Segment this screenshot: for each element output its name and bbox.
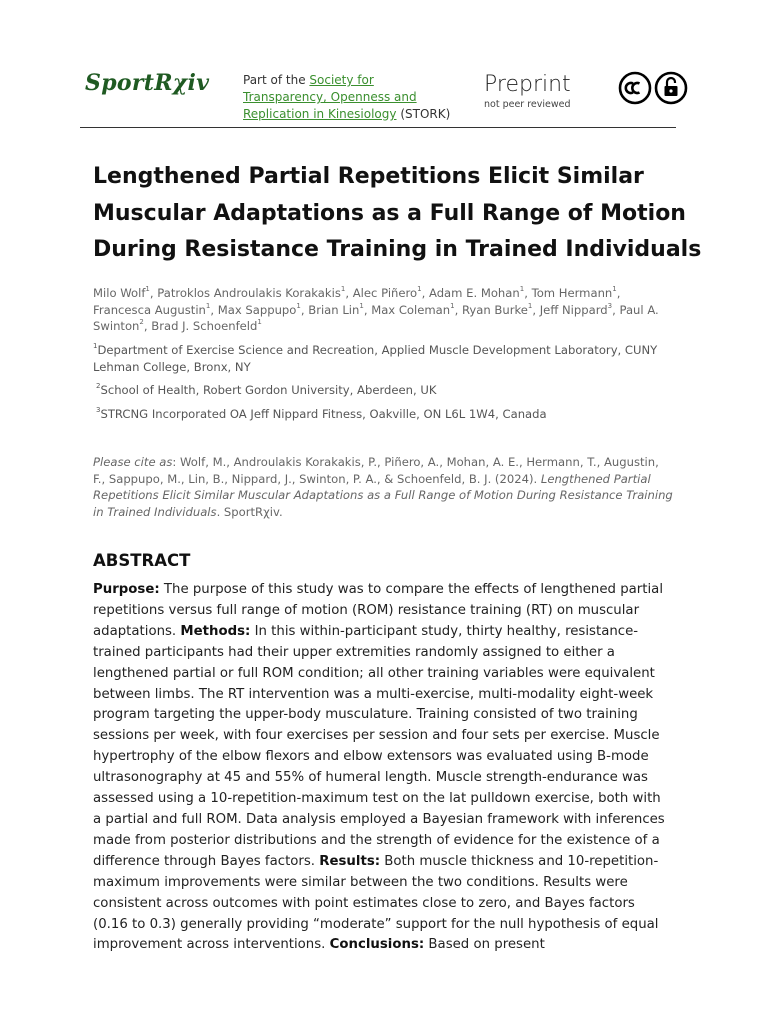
sportrxiv-logo: SportRχiv xyxy=(85,70,210,96)
page-header xyxy=(80,68,676,128)
author-affiliation-mark: 1 xyxy=(519,285,525,294)
author-name: Brian Lin xyxy=(308,302,360,317)
author-affiliation-mark: 1 xyxy=(417,285,422,294)
author-affiliation-mark: 1 xyxy=(205,301,211,310)
author-name: Max Sappupo xyxy=(217,302,297,317)
author-name: Milo Wolf xyxy=(93,286,146,300)
results-text: Both muscle thickness and 10-repetition-maximum improvements were similar between the two conditions. Results were consistent across outcomes with point estimates close to zero, and Bayes factors (0.16 to 0.3) generally providing “moderate” support for the null hypothesis of equal improvement across interventions. xyxy=(93,853,659,953)
citation-venue: . SportRχiv. xyxy=(216,504,283,519)
author-affiliation-mark: 1 xyxy=(296,301,301,310)
preprint-badge xyxy=(484,72,571,110)
license-badges xyxy=(618,71,688,105)
affiliation-3: $^3$STRCNG Incorporated OA Jeff Nippard Fitness, Oakville, ON L6L 1W4, Canada xyxy=(96,406,547,421)
author-affiliation-mark: 1 xyxy=(145,285,150,294)
conclusions-label: Conclusions: xyxy=(329,937,425,953)
preprint-label: Preprint xyxy=(484,72,571,97)
results-label: Results: xyxy=(319,853,381,869)
author-affiliation-mark: 1 xyxy=(612,285,617,294)
author-name: Adam E. Mohan xyxy=(428,286,520,300)
methods-label: Methods: xyxy=(180,623,251,639)
citation-block xyxy=(93,454,673,520)
abstract-heading: ABSTRACT xyxy=(93,551,191,570)
preprint-sublabel: not peer reviewed xyxy=(484,99,571,110)
purpose-text: The purpose of this study was to compare the effects of lengthened partial repetitions versus full range of motion (ROM) resistance training (RT) on muscular adaptations. xyxy=(93,582,664,639)
open-access-icon[interactable] xyxy=(654,71,688,105)
affiliation-1: $^1$Department of Exercise Science and Recreation, Applied Muscle Development Laboratory, CUNY Lehman College, Bronx, NY xyxy=(93,342,658,374)
author-affiliation-mark: 1 xyxy=(257,318,262,327)
abstract-body xyxy=(93,580,671,956)
author-name: Ryan Burke xyxy=(461,302,528,317)
author-affiliation-mark: 3 xyxy=(607,301,613,310)
stork-notice xyxy=(243,72,453,123)
citation-authors: : Wolf, M., Androulakis Korakakis, P., Piñero, A., Mohan, A. E., Hermann, T., Augustin, F., Sappupo, M., Lin, B., Nippard, J., Swinton, P. A., & Schoenfeld, B. J. (2024). xyxy=(93,455,659,486)
affiliation-2: $^2$School of Health, Robert Gordon University, Aberdeen, UK xyxy=(96,382,437,397)
paper-title: Lengthened Partial Repetitions Elicit Similar Muscular Adaptations as a Full Range of Motion During Resistance Training in Trained Individuals xyxy=(93,164,702,262)
creative-commons-icon[interactable] xyxy=(618,71,652,105)
author-affiliation-mark: 1 xyxy=(527,301,533,310)
author-name: Alec Piñero xyxy=(352,286,418,300)
stork-suffix: (STORK) xyxy=(396,107,451,121)
author-name: Max Coleman xyxy=(371,302,451,317)
author-name: Tom Hermann xyxy=(531,286,613,300)
author-affiliation-mark: 1 xyxy=(340,285,346,294)
author-name: Paul A. Swinton xyxy=(93,302,659,333)
author-affiliation-mark: 2 xyxy=(139,318,144,327)
stork-prefix: Part of the xyxy=(243,73,310,87)
header-rule xyxy=(80,127,676,128)
author-affiliation-mark: 1 xyxy=(359,301,364,310)
methods-text: In this within-participant study, thirty healthy, resistance-trained participants had their upper extremities randomly assigned to either a lengthened partial or full ROM condition; all other training variables were equivalent between limbs. The RT intervention was a multi-exercise, multi-modality eight-week program targeting the upper-body musculature. Training consisted of two training sessions per week, with four exercises per session and four sets per exercise. Muscle hypertrophy of the elbow flexors and elbow extensors was evaluated using B-mode ultrasonography at 45 and 55% of humeral length. Muscle strength-endurance was assessed using a 10-repetition-maximum test on the lat pulldown exercise, both with a partial and full ROM. Data analysis employed a Bayesian framework with inferences made from posterior distributions and the strength of evidence for the existence of a difference through Bayes factors. xyxy=(93,623,665,869)
citation-label: Please cite as xyxy=(93,455,173,469)
author-name: Patroklos Androulakis Korakakis xyxy=(157,286,341,300)
citation-title: Lengthened Partial Repetitions Elicit Similar Muscular Adaptations as a Full Range of Motion During Resistance Training in Trained Individuals xyxy=(93,471,673,519)
author-name: Francesca Augustin xyxy=(93,302,206,317)
purpose-label: Purpose: xyxy=(93,582,160,597)
conclusions-text: Based on present xyxy=(424,937,545,953)
author-affiliation-mark: 1 xyxy=(450,301,455,310)
author-name: Jeff Nippard xyxy=(539,302,608,317)
stork-link[interactable]: Society for Transparency, Openness and Replication in Kinesiology xyxy=(243,73,417,121)
author-list: Milo Wolf$^1$, Patroklos Androulakis Korakakis$^1$, Alec Piñero$^1$, Adam E. Mohan$^1$, Tom Hermann$^1$, Francesca Augustin$^1$, Max Sappupo$^1$, Brian Lin$^1$, Max Coleman$^1$, Ryan Burke$^1$, Jeff Nippard$^3$, Paul A. Swinton$^2$, Brad J. Schoenfeld$^1$ xyxy=(93,285,659,333)
author-name: Brad J. Schoenfeld xyxy=(151,319,258,333)
